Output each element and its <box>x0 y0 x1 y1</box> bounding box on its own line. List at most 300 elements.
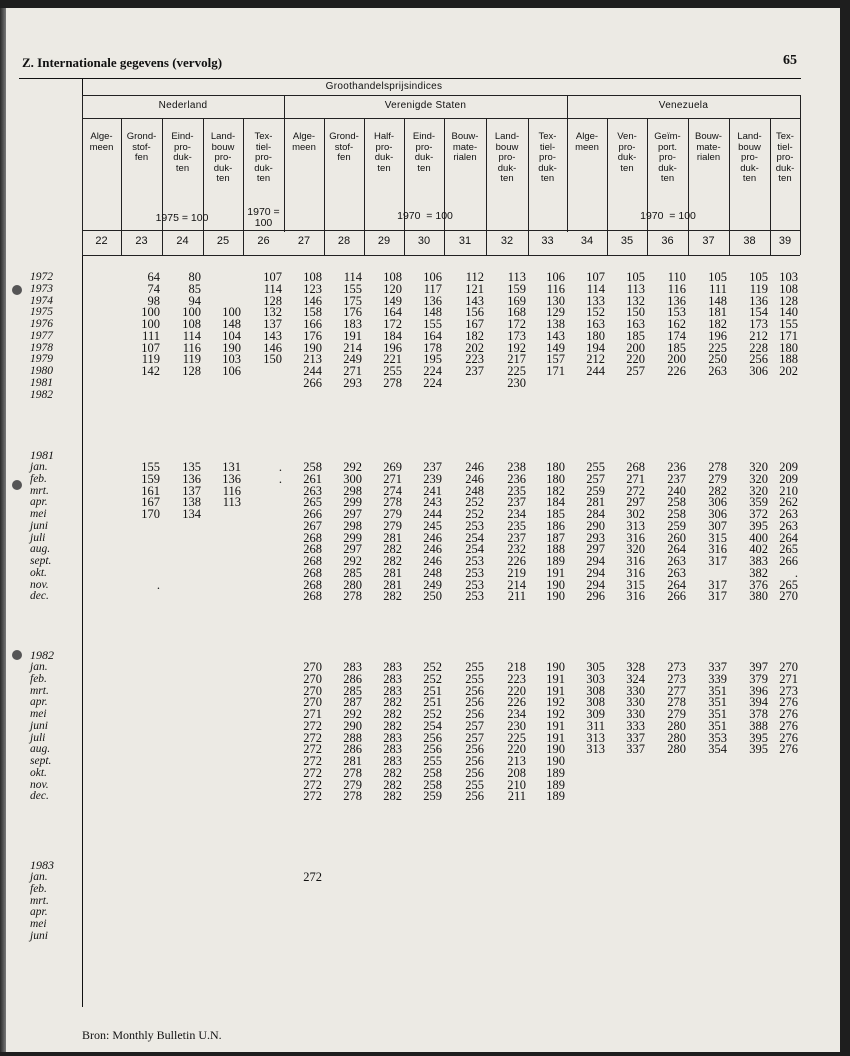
table-cell: 272 <box>303 789 322 804</box>
table-cell: 281 <box>586 495 605 510</box>
table-cell: 113 <box>626 281 645 296</box>
table-cell: 328 <box>626 660 645 674</box>
table-cell: 214 <box>507 577 526 592</box>
rule <box>82 118 800 119</box>
column-header: Half- pro- duk- ten <box>373 131 395 174</box>
table-cell: 220 <box>507 742 526 757</box>
table-cell: 249 <box>343 352 362 367</box>
rule <box>82 255 800 256</box>
column-header: Bouw- mate- rialen <box>695 131 722 163</box>
table-row <box>0 907 850 919</box>
table-cell: 274 <box>383 483 402 498</box>
table-cell: 196 <box>708 328 727 343</box>
table-cell: 320 <box>749 483 768 498</box>
table-cell: 248 <box>465 483 484 498</box>
table-cell: 251 <box>423 695 442 710</box>
table-cell: 180 <box>546 471 565 486</box>
table-cell: 258 <box>303 460 322 474</box>
table-cell: 234 <box>507 707 526 721</box>
table-cell: 174 <box>667 328 686 343</box>
table-cell: 254 <box>423 718 442 733</box>
column-number: 27 <box>297 235 311 247</box>
table-cell: 395 <box>749 518 768 533</box>
table-cell: 293 <box>343 375 362 390</box>
table-cell: 294 <box>586 577 605 592</box>
table-cell: 185 <box>546 507 565 521</box>
table-cell: 276 <box>779 742 798 757</box>
table-cell: 169 <box>507 293 526 308</box>
table-cell: 290 <box>343 718 362 733</box>
table-cell: 134 <box>182 507 201 521</box>
table-cell: 171 <box>779 328 798 343</box>
table-cell: 294 <box>586 554 605 568</box>
table-cell: 283 <box>383 730 402 745</box>
table-cell: 111 <box>709 281 727 296</box>
table-cell: 190 <box>546 754 565 768</box>
table-cell: 150 <box>626 305 645 320</box>
column-header: Tex- tiel- pro- duk- ten <box>775 131 795 184</box>
table-cell: 194 <box>586 340 605 355</box>
table-cell: 128 <box>182 364 201 378</box>
column-header: Tex- tiel- pro- duk- ten <box>254 131 273 184</box>
column-number: 23 <box>135 235 148 247</box>
table-cell: 108 <box>303 270 322 284</box>
table-cell: 116 <box>546 281 565 296</box>
table-cell: 103 <box>779 270 798 284</box>
table-cell: 137 <box>263 317 282 331</box>
table-cell: 236 <box>507 471 526 486</box>
table-cell: 189 <box>546 777 565 792</box>
table-cell: 138 <box>182 495 201 510</box>
table-cell: 136 <box>182 471 201 486</box>
table-cell: 308 <box>586 695 605 710</box>
table-cell: 191 <box>546 671 565 686</box>
table-cell: 263 <box>708 364 727 378</box>
table-cell: 263 <box>667 554 686 568</box>
table-cell: 270 <box>303 695 322 710</box>
table-cell: 271 <box>779 671 798 686</box>
table-cell: 185 <box>667 340 686 355</box>
table-row <box>0 931 850 943</box>
table-cell: 268 <box>303 565 322 580</box>
table-cell: 100 <box>222 305 241 320</box>
table-cell: 244 <box>303 364 322 378</box>
table-cell: 271 <box>343 364 362 378</box>
table-cell: 256 <box>465 789 484 804</box>
table-cell: 317 <box>708 589 727 604</box>
table-cell: 164 <box>423 328 442 343</box>
table-cell: 105 <box>708 270 727 284</box>
table-cell: 276 <box>779 730 798 745</box>
table-cell: 191 <box>546 565 565 580</box>
table-cell: 246 <box>423 530 442 545</box>
table-cell: 190 <box>546 660 565 674</box>
table-row <box>0 791 850 803</box>
table-cell: 234 <box>507 507 526 521</box>
table-cell: 226 <box>507 695 526 710</box>
table-cell: 214 <box>343 340 362 355</box>
table-cell: 230 <box>507 718 526 733</box>
table-cell: 148 <box>708 293 727 308</box>
year-label: 1982 <box>30 648 54 662</box>
table-cell: 268 <box>303 577 322 592</box>
table-cell: 316 <box>626 554 645 568</box>
table-cell: 253 <box>465 518 484 533</box>
table-cell: 359 <box>749 495 768 510</box>
table-cell: 280 <box>343 577 362 592</box>
table-cell: 303 <box>586 671 605 686</box>
title-underline <box>19 78 82 79</box>
table-cell: 250 <box>708 352 727 367</box>
table-cell: 268 <box>303 542 322 557</box>
table-cell: 400 <box>749 530 768 545</box>
table-cell: 271 <box>303 707 322 721</box>
table-cell: 272 <box>303 730 322 745</box>
table-cell: 264 <box>779 530 798 545</box>
table-cell: 220 <box>507 683 526 698</box>
table-cell: 253 <box>465 565 484 580</box>
table-cell: 188 <box>546 542 565 557</box>
table-cell: 246 <box>465 460 484 474</box>
table-cell: 212 <box>586 352 605 367</box>
table-cell: 279 <box>383 507 402 521</box>
table-cell: 287 <box>343 695 362 710</box>
group-nederland: Nederland <box>158 100 208 111</box>
table-cell: 213 <box>303 352 322 367</box>
column-number: 37 <box>702 235 715 247</box>
table-cell: 272 <box>303 718 322 733</box>
table-cell: 117 <box>423 281 442 296</box>
table-cell: 111 <box>142 328 160 343</box>
table-cell: 252 <box>423 671 442 686</box>
column-number: 31 <box>458 235 472 247</box>
table-cell: 173 <box>749 317 768 331</box>
table-cell: 202 <box>465 340 484 355</box>
table-cell: 285 <box>343 683 362 698</box>
table-cell: 150 <box>263 352 282 367</box>
table-cell: 190 <box>303 340 322 355</box>
table-cell: 167 <box>141 495 160 510</box>
table-cell: 237 <box>667 471 686 486</box>
table-cell: 297 <box>586 542 605 557</box>
column-number: 22 <box>95 235 108 247</box>
table-cell: 213 <box>507 754 526 768</box>
table-cell: 237 <box>507 495 526 510</box>
table-cell: 116 <box>222 483 241 498</box>
row-labels: jan. feb. mrt. apr. mei juni <box>30 871 49 942</box>
table-cell: 251 <box>423 683 442 698</box>
table-cell: 135 <box>182 460 201 474</box>
table-cell: 283 <box>383 742 402 757</box>
table-cell: 103 <box>222 352 241 367</box>
table-cell: 175 <box>343 293 362 308</box>
table-cell: 258 <box>423 765 442 780</box>
table-cell: 138 <box>546 317 565 331</box>
table-cell: 143 <box>465 293 484 308</box>
table-cell: 278 <box>343 765 362 780</box>
table-cell: 282 <box>383 707 402 721</box>
table-cell: 282 <box>383 554 402 568</box>
table-cell: 156 <box>465 305 484 320</box>
table-cell: 225 <box>507 730 526 745</box>
table-cell: 263 <box>779 507 798 521</box>
table-cell: 130 <box>546 293 565 308</box>
table-cell: 64 <box>147 270 160 284</box>
table-cell: 270 <box>303 671 322 686</box>
table-cell: 212 <box>749 328 768 343</box>
table-cell: 192 <box>507 340 526 355</box>
table-cell: 320 <box>626 542 645 557</box>
table-cell: 100 <box>141 317 160 331</box>
table-cell: 268 <box>303 530 322 545</box>
column-number: 26 <box>257 235 270 247</box>
table-cell: 189 <box>546 789 565 804</box>
table-cell: 383 <box>749 554 768 568</box>
table-cell: 108 <box>779 281 798 296</box>
table-cell: 108 <box>182 317 201 331</box>
table-cell: 166 <box>303 317 322 331</box>
table-cell: 180 <box>586 328 605 343</box>
table-cell: 397 <box>749 660 768 674</box>
table-cell: 143 <box>263 328 282 343</box>
base-label-us: 1970 = 100 <box>397 210 453 222</box>
table-cell: 298 <box>343 518 362 533</box>
table-cell: 162 <box>667 317 686 331</box>
table-cell: 100 <box>182 305 201 320</box>
column-number: 39 <box>778 235 792 247</box>
column-header: Eind- pro- duk- ten <box>171 131 194 174</box>
table-row <box>0 896 850 908</box>
table-cell: 337 <box>708 660 727 674</box>
table-cell: 240 <box>667 483 686 498</box>
table-cell: 168 <box>507 305 526 320</box>
table-cell: 271 <box>626 471 645 486</box>
table-cell: 119 <box>182 352 201 367</box>
table-cell: 284 <box>586 507 605 521</box>
table-cell: 230 <box>507 375 526 390</box>
table-cell: 105 <box>749 270 768 284</box>
table-cell: 163 <box>586 317 605 331</box>
table-cell: 132 <box>263 305 282 320</box>
table-cell: 196 <box>383 340 402 355</box>
row-labels: 1972 1973 1974 1975 1976 1977 1978 1979 1980 1981 1982 <box>30 271 53 401</box>
table-cell: 182 <box>708 317 727 331</box>
table-cell: 191 <box>546 730 565 745</box>
table-cell: 181 <box>708 305 727 320</box>
column-number: 30 <box>417 235 431 247</box>
table-cell: 220 <box>626 352 645 367</box>
table-cell: 378 <box>749 707 768 721</box>
table-cell: 152 <box>586 305 605 320</box>
table-cell: 253 <box>465 577 484 592</box>
table-cell: 270 <box>779 589 798 604</box>
table-cell: 128 <box>263 293 282 308</box>
table-cell: 237 <box>465 364 484 378</box>
table-cell: 235 <box>507 518 526 533</box>
table-cell: 143 <box>546 328 565 343</box>
table-cell: 105 <box>626 270 645 284</box>
table-cell: 286 <box>343 742 362 757</box>
table-cell: 263 <box>303 483 322 498</box>
table-cell: 265 <box>779 577 798 592</box>
table-cell: 136 <box>222 471 241 486</box>
table-cell: 276 <box>779 695 798 710</box>
table-cell: 85 <box>188 281 201 296</box>
table-cell: 226 <box>667 364 686 378</box>
base-label-nl: 1975 = 100 <box>155 212 209 224</box>
table-cell: 280 <box>667 742 686 757</box>
table-cell: 280 <box>667 718 686 733</box>
table-cell: 278 <box>708 460 727 474</box>
table-cell: 255 <box>465 671 484 686</box>
table-cell: 330 <box>626 707 645 721</box>
table-cell: 239 <box>423 471 442 486</box>
table-cell: 263 <box>667 565 686 580</box>
table-cell: 176 <box>303 328 322 343</box>
table-cell: 209 <box>779 460 798 474</box>
table-cell: 106 <box>423 270 442 284</box>
table-cell: 136 <box>749 293 768 308</box>
table-cell: 255 <box>383 364 402 378</box>
table-cell: 257 <box>586 471 605 486</box>
table-cell: 376 <box>749 577 768 592</box>
table-cell: 282 <box>383 765 402 780</box>
table-cell: 237 <box>423 460 442 474</box>
column-rule <box>800 95 801 255</box>
table-cell: 246 <box>423 542 442 557</box>
table-cell: 223 <box>507 671 526 686</box>
table-cell: 268 <box>303 589 322 604</box>
table-cell: 269 <box>383 460 402 474</box>
table-cell: 307 <box>708 518 727 533</box>
table-cell: 252 <box>423 660 442 674</box>
table-cell: 110 <box>667 270 686 284</box>
table-cell: 256 <box>465 707 484 721</box>
table-cell: 316 <box>626 530 645 545</box>
table-cell: 285 <box>343 565 362 580</box>
row-labels: jan. feb. mrt. apr. mei juni juli aug. sept. okt. nov. dec. <box>30 461 52 603</box>
table-cell: 388 <box>749 718 768 733</box>
table-cell: 283 <box>383 660 402 674</box>
table-cell: 380 <box>749 589 768 604</box>
table-cell: 224 <box>423 364 442 378</box>
table-cell: 267 <box>303 518 322 533</box>
table-cell: 282 <box>708 483 727 498</box>
table-cell: 243 <box>423 495 442 510</box>
column-header: Bouw- mate- rialen <box>451 131 479 163</box>
table-cell: 300 <box>343 471 362 486</box>
table-cell: 290 <box>586 518 605 533</box>
table-row <box>0 884 850 896</box>
table-cell: 192 <box>546 707 565 721</box>
table-cell: 225 <box>507 364 526 378</box>
table-cell: 113 <box>222 495 241 510</box>
table-cell: 224 <box>423 375 442 390</box>
table-cell: 107 <box>263 270 282 284</box>
base-label-ve: 1970 = 100 <box>640 210 696 222</box>
table-cell: 353 <box>708 730 727 745</box>
table-cell: 263 <box>779 518 798 533</box>
table-cell: 190 <box>546 589 565 604</box>
table-cell: 129 <box>546 305 565 320</box>
table-cell: 278 <box>383 375 402 390</box>
table-cell: 264 <box>667 577 686 592</box>
table-cell: 306 <box>749 364 768 378</box>
column-number: 34 <box>580 235 594 247</box>
table-cell: 248 <box>423 565 442 580</box>
table-cell: 106 <box>222 364 241 378</box>
table-cell: 191 <box>343 328 362 343</box>
column-header: Tex- tiel- pro- duk- ten <box>538 131 557 184</box>
table-cell: 394 <box>749 695 768 710</box>
table-cell: 278 <box>667 695 686 710</box>
table-cell: 330 <box>626 683 645 698</box>
table-cell: 306 <box>708 495 727 510</box>
table-cell: 313 <box>586 742 605 757</box>
table-cell: 256 <box>465 754 484 768</box>
column-rule <box>82 95 83 255</box>
table-cell: 276 <box>779 707 798 721</box>
table-cell: 114 <box>343 270 362 284</box>
table-cell: 266 <box>667 589 686 604</box>
table-cell: 259 <box>423 789 442 804</box>
table-cell: 279 <box>383 518 402 533</box>
table-cell: 232 <box>507 542 526 557</box>
table-cell: 382 <box>749 565 768 580</box>
table-cell: 241 <box>423 483 442 498</box>
table-cell: 104 <box>222 328 241 343</box>
table-cell: 311 <box>586 718 605 733</box>
table-cell: 260 <box>667 530 686 545</box>
table-cell: 120 <box>383 281 402 296</box>
table-cell: 255 <box>586 460 605 474</box>
table-cell: 148 <box>423 305 442 320</box>
table-cell: 256 <box>749 352 768 367</box>
table-cell: 306 <box>708 507 727 521</box>
table-cell: 98 <box>147 293 160 308</box>
table-cell: 253 <box>465 589 484 604</box>
row-labels: jan. feb. mrt. apr. mei juni juli aug. sept. okt. nov. dec. <box>30 661 52 803</box>
table-cell: 189 <box>546 554 565 568</box>
table-cell: 296 <box>586 589 605 604</box>
table-cell: 255 <box>465 660 484 674</box>
binder-hole <box>12 650 22 660</box>
table-cell: 294 <box>586 565 605 580</box>
table-cell: 228 <box>749 340 768 355</box>
table-cell: 351 <box>708 718 727 733</box>
table-cell: 107 <box>141 340 160 355</box>
table-cell: 271 <box>383 471 402 486</box>
table-cell: 308 <box>586 683 605 698</box>
table-cell: 292 <box>343 460 362 474</box>
table-cell: 339 <box>708 671 727 686</box>
table-cell: 183 <box>343 317 362 331</box>
table-cell: 208 <box>507 765 526 780</box>
table-cell: 246 <box>465 471 484 486</box>
table-cell: 108 <box>383 270 402 284</box>
table-cell: 100 <box>141 305 160 320</box>
table-cell: 317 <box>708 554 727 568</box>
table-cell: 235 <box>507 483 526 498</box>
table-cell: 188 <box>779 352 798 367</box>
table-cell: 146 <box>303 293 322 308</box>
source-note: Bron: Monthly Bulletin U.N. <box>82 1028 222 1042</box>
table-cell: 133 <box>586 293 605 308</box>
table-cell: 297 <box>626 495 645 510</box>
table-cell: 272 <box>303 754 322 768</box>
table-cell: 257 <box>465 718 484 733</box>
table-cell: 254 <box>465 542 484 557</box>
